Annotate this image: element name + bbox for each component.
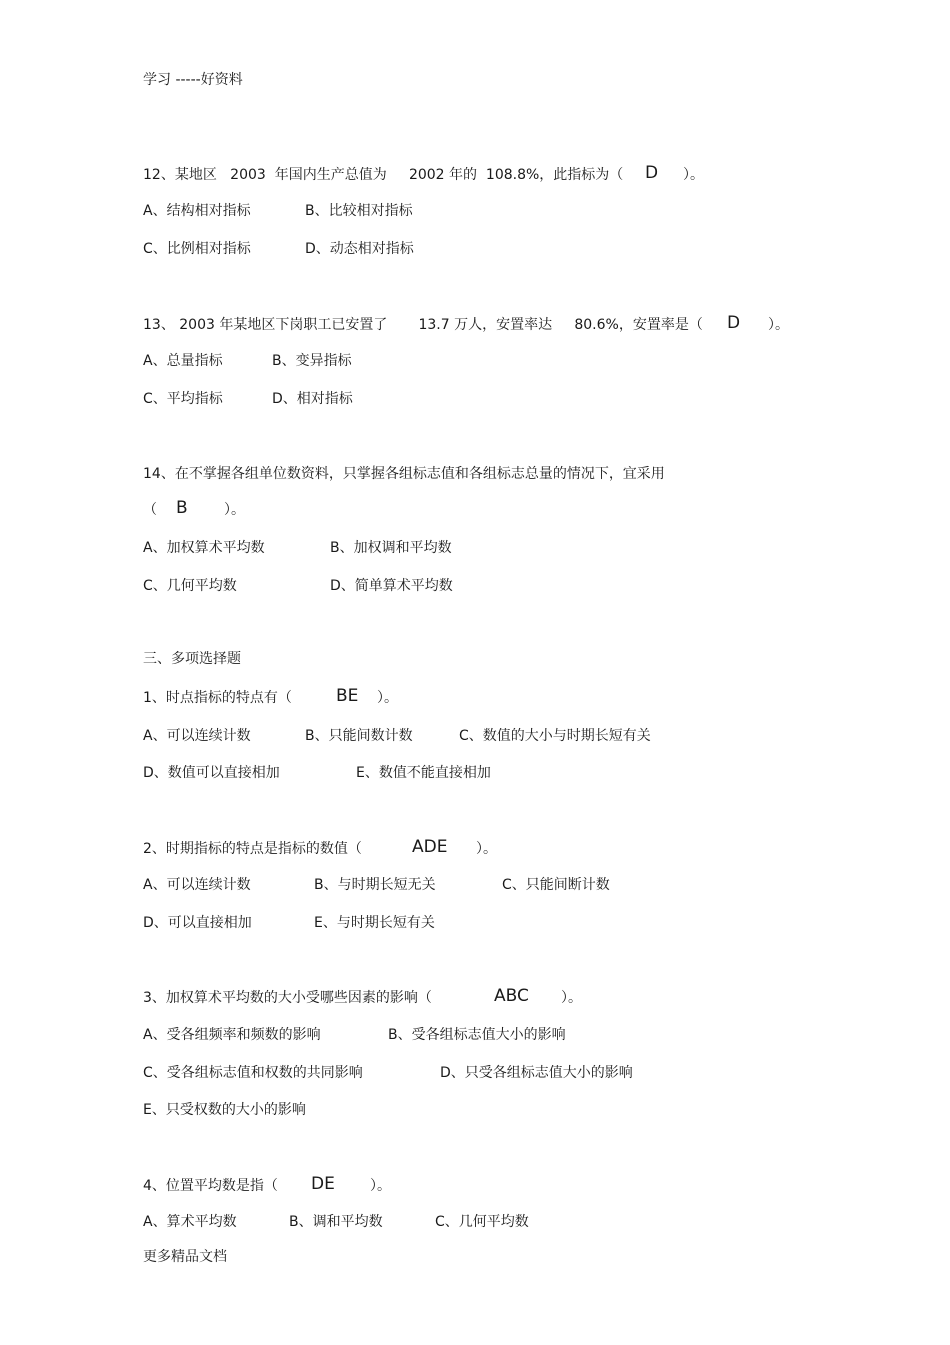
- question-12-option-a: A、结构相对指标: [143, 203, 251, 219]
- multi-4-close: ）。: [370, 1178, 391, 1194]
- multi-3-close: ）。: [561, 990, 582, 1006]
- multi-4-option-a: A、算术平均数: [143, 1214, 237, 1230]
- question-14-answer: B: [176, 498, 188, 518]
- multi-1-answer: BE: [336, 686, 359, 706]
- multi-4-stem: 4、位置平均数是指（: [143, 1178, 278, 1194]
- multi-4-answer: DE: [311, 1174, 335, 1194]
- multi-1-close: ）。: [377, 690, 398, 706]
- multi-2-answer: ADE: [412, 837, 448, 857]
- question-13-answer: D: [727, 313, 741, 333]
- multi-1-stem: 1、时点指标的特点有（: [143, 690, 292, 706]
- question-12-stem: 12、某地区 2003 年国内生产总值为 2002 年的 108.8%，此指标为（: [143, 167, 624, 183]
- multi-1-option-a: A、可以连续计数: [143, 728, 251, 744]
- multi-2-option-c: C、只能间断计数: [502, 877, 610, 893]
- question-14-option-a: A、加权算术平均数: [143, 540, 265, 556]
- multi-2-option-d: D、可以直接相加: [143, 915, 252, 931]
- question-14-close: ）。: [224, 502, 245, 518]
- page-footer: 更多精品文档: [143, 1249, 227, 1265]
- question-14-option-c: C、几何平均数: [143, 578, 237, 594]
- multi-2-option-e: E、与时期长短有关: [314, 915, 435, 931]
- multi-2-close: ）。: [476, 841, 497, 857]
- question-13-option-c: C、平均指标: [143, 391, 223, 407]
- question-13-close: ）。: [768, 317, 789, 333]
- multi-1-option-e: E、数值不能直接相加: [356, 765, 491, 781]
- question-14-open: （: [143, 502, 157, 518]
- multi-3-option-b: B、受各组标志值大小的影响: [388, 1027, 566, 1043]
- section-title: 三、多项选择题: [143, 651, 241, 667]
- question-13-stem: 13、 2003 年某地区下岗职工已安置了 13.7 万人，安置率达 80.6%，安置率是（: [143, 317, 703, 333]
- multi-3-option-e: E、只受权数的大小的影响: [143, 1102, 306, 1118]
- question-12-option-c: C、比例相对指标: [143, 241, 251, 257]
- multi-2-stem: 2、时期指标的特点是指标的数值（: [143, 841, 362, 857]
- multi-4-option-b: B、调和平均数: [289, 1214, 383, 1230]
- question-12-close: ）。: [683, 167, 704, 183]
- question-13-option-d: D、相对指标: [272, 391, 353, 407]
- multi-4-option-c: C、几何平均数: [435, 1214, 529, 1230]
- multi-2-option-a: A、可以连续计数: [143, 877, 251, 893]
- multi-3-option-a: A、受各组频率和频数的影响: [143, 1027, 321, 1043]
- question-12-option-b: B、比较相对指标: [305, 203, 413, 219]
- page-header: 学习 -----好资料: [143, 72, 243, 88]
- multi-1-option-b: B、只能间数计数: [305, 728, 413, 744]
- multi-3-stem: 3、加权算术平均数的大小受哪些因素的影响（: [143, 990, 432, 1006]
- question-12-option-d: D、动态相对指标: [305, 241, 414, 257]
- question-13-option-b: B、变异指标: [272, 353, 352, 369]
- multi-3-answer: ABC: [494, 986, 529, 1006]
- question-14-option-d: D、简单算术平均数: [330, 578, 453, 594]
- question-14-option-b: B、加权调和平均数: [330, 540, 452, 556]
- multi-1-option-c: C、数值的大小与时期长短有关: [459, 728, 651, 744]
- multi-3-option-d: D、只受各组标志值大小的影响: [440, 1065, 633, 1081]
- multi-3-option-c: C、受各组标志值和权数的共同影响: [143, 1065, 363, 1081]
- question-13-option-a: A、总量指标: [143, 353, 223, 369]
- question-14-stem: 14、在不掌握各组单位数资料，只掌握各组标志值和各组标志总量的情况下，宜采用: [143, 466, 665, 482]
- multi-2-option-b: B、与时期长短无关: [314, 877, 436, 893]
- question-12-answer: D: [645, 163, 659, 183]
- multi-1-option-d: D、数值可以直接相加: [143, 765, 280, 781]
